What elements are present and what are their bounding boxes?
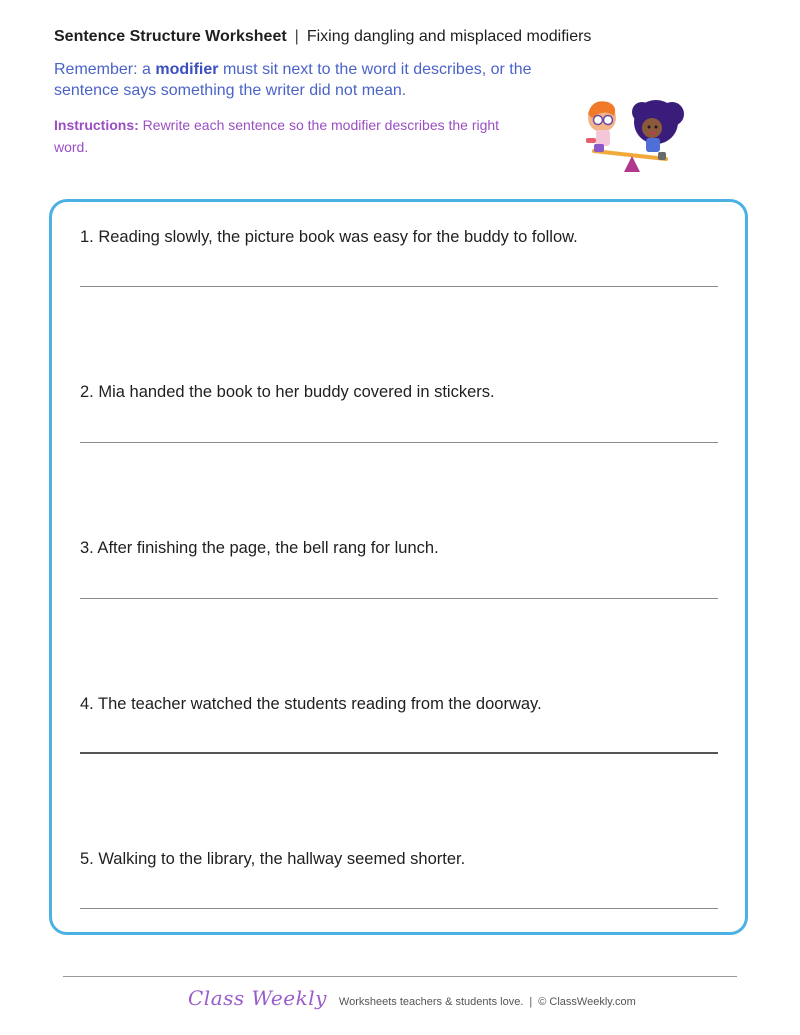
footer-separator: | bbox=[529, 996, 533, 1008]
footer-divider bbox=[63, 976, 737, 977]
question-5: 5. Walking to the library, the hallway seemed shorter. bbox=[80, 850, 466, 868]
question-1: 1. Reading slowly, the picture book was easy for the buddy to follow. bbox=[80, 228, 578, 246]
worksheet-header bbox=[54, 28, 591, 46]
footer bbox=[188, 986, 636, 1010]
question-3: 3. After finishing the page, the bell rang for lunch. bbox=[80, 539, 439, 557]
instructions-text: Rewrite each sentence so the modifier describes the right word. bbox=[54, 117, 500, 155]
instructions-label: Instructions: bbox=[54, 117, 139, 133]
worksheet-title: Sentence Structure Worksheet bbox=[54, 28, 287, 45]
question-4: 4. The teacher watched the students reading from the doorway. bbox=[80, 695, 542, 713]
footer-tagline: Worksheets teachers & students love. bbox=[338, 996, 524, 1008]
answer-line-4[interactable] bbox=[80, 752, 718, 754]
questions-card bbox=[49, 199, 748, 935]
reminder-suffix: must sit next to the word it describes, or the sentence says something the writer did not mean. bbox=[54, 61, 532, 99]
answer-line-5[interactable] bbox=[80, 908, 718, 909]
instructions bbox=[54, 114, 534, 158]
question-2: 2. Mia handed the book to her buddy covered in stickers. bbox=[80, 383, 495, 401]
answer-line-3[interactable] bbox=[80, 598, 718, 599]
brand-logo: Class Weekly bbox=[188, 986, 327, 1010]
answer-line-1[interactable] bbox=[80, 286, 718, 287]
seesaw-kids-illustration bbox=[574, 96, 698, 180]
reminder-keyword: modifier bbox=[155, 61, 219, 78]
footer-copyright: © ClassWeekly.com bbox=[538, 996, 636, 1008]
header-separator: | bbox=[294, 28, 299, 45]
reminder-prefix: Remember: a bbox=[54, 61, 156, 78]
answer-line-2[interactable] bbox=[80, 442, 718, 443]
reminder-text bbox=[54, 59, 594, 101]
worksheet-subtitle: Fixing dangling and misplaced modifiers bbox=[306, 28, 592, 45]
